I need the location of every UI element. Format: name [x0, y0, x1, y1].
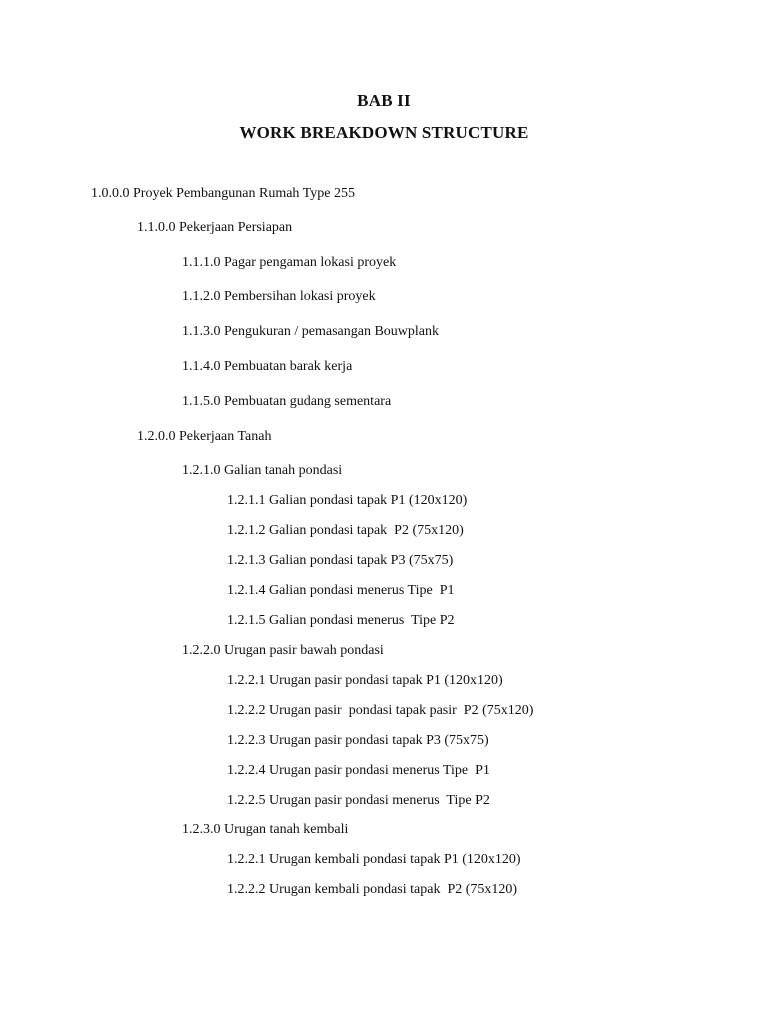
wbs-item: 1.2.2.2 Urugan kembali pondasi tapak P2 (75x120)	[227, 882, 518, 897]
wbs-item: 1.2.2.1 Urugan kembali pondasi tapak P1 (120x120)	[227, 852, 521, 867]
wbs-item: 1.2.1.5 Galian pondasi menerus Tipe P2	[227, 613, 455, 628]
wbs-item: 1.2.2.0 Urugan pasir bawah pondasi	[182, 643, 384, 658]
wbs-item: 1.2.1.2 Galian pondasi tapak P2 (75x120)	[227, 523, 464, 538]
wbs-item: 1.2.2.3 Urugan pasir pondasi tapak P3 (75x75)	[227, 733, 489, 748]
chapter-number: BAB II	[357, 91, 411, 110]
wbs-item: 1.1.0.0 Pekerjaan Persiapan	[137, 220, 293, 235]
wbs-item: 1.1.2.0 Pembersihan lokasi proyek	[182, 289, 376, 304]
wbs-item: 1.1.5.0 Pembuatan gudang sementara	[182, 394, 392, 409]
wbs-item: 1.2.0.0 Pekerjaan Tanah	[137, 429, 272, 444]
wbs-item: 1.2.1.0 Galian tanah pondasi	[182, 463, 343, 478]
wbs-item: 1.1.4.0 Pembuatan barak kerja	[182, 359, 353, 374]
wbs-item: 1.2.1.1 Galian pondasi tapak P1 (120x120)	[227, 493, 468, 508]
wbs-item: 1.2.2.5 Urugan pasir pondasi menerus Tipe P2	[227, 793, 490, 808]
wbs-item: 1.0.0.0 Proyek Pembangunan Rumah Type 255	[91, 186, 355, 201]
chapter-title: WORK BREAKDOWN STRUCTURE	[239, 123, 529, 142]
wbs-item: 1.2.1.3 Galian pondasi tapak P3 (75x75)	[227, 553, 454, 568]
wbs-item: 1.2.2.4 Urugan pasir pondasi menerus Tipe P1	[227, 763, 490, 778]
wbs-item: 1.2.2.2 Urugan pasir pondasi tapak pasir P2 (75x120)	[227, 703, 534, 718]
wbs-item: 1.1.1.0 Pagar pengaman lokasi proyek	[182, 255, 397, 270]
wbs-item: 1.2.1.4 Galian pondasi menerus Tipe P1	[227, 583, 455, 598]
wbs-item: 1.1.3.0 Pengukuran / pemasangan Bouwplank	[182, 324, 440, 339]
wbs-item: 1.2.3.0 Urugan tanah kembali	[182, 822, 349, 837]
wbs-item: 1.2.2.1 Urugan pasir pondasi tapak P1 (120x120)	[227, 673, 503, 688]
